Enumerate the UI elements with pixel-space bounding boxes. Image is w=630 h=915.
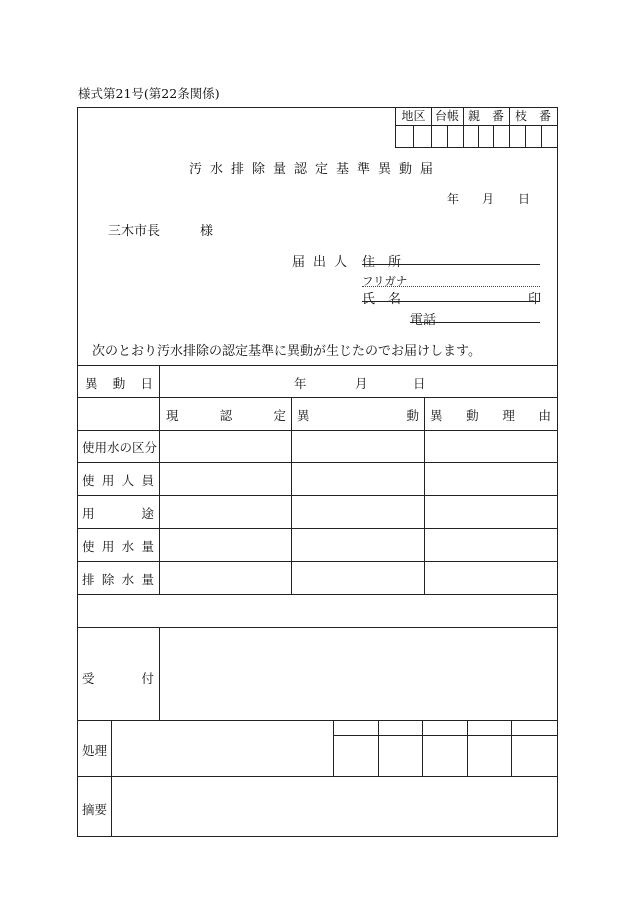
address-label: 住 所	[362, 255, 402, 270]
name-label: 氏 名	[362, 292, 402, 307]
date-year-label: 年	[447, 192, 460, 206]
change-date-month-label: 月	[355, 376, 368, 391]
column-header-current: 現 認 定	[166, 408, 286, 423]
form-caption: 様式第21号(第22条関係)	[78, 86, 220, 101]
address-field[interactable]	[362, 264, 540, 265]
row-label-water-usage: 使 用 水 量	[82, 539, 154, 554]
addressee-honorific: 様	[200, 224, 214, 239]
registry-header-ledger: 台帳	[434, 109, 459, 123]
change-date-label: 異 動 日	[85, 376, 153, 391]
seal-mark: 印	[528, 292, 542, 307]
furigana-label: フリガナ	[362, 274, 408, 288]
phone-field[interactable]	[410, 322, 540, 323]
summary-area[interactable]	[112, 777, 556, 836]
change-date-year-label: 年	[294, 376, 307, 391]
row-label-purpose: 用 途	[82, 506, 154, 521]
row-label-water-type: 使用水の区分	[82, 440, 158, 455]
addressee-name: 三木市長	[108, 224, 161, 239]
applicant-label: 届出人	[292, 255, 356, 270]
name-field[interactable]	[362, 301, 540, 302]
change-date-field[interactable]	[160, 366, 556, 397]
row-label-discharge: 排 除 水 量	[82, 572, 154, 587]
row-label-users: 使 用 人 員	[82, 473, 154, 488]
summary-label: 摘要	[82, 802, 108, 817]
form-title: 汚水排除量認定基準異動届	[188, 162, 441, 177]
change-date-day-label: 日	[413, 376, 426, 391]
column-header-change: 異 動	[297, 408, 419, 423]
registry-header-branch-number: 枝 番	[514, 109, 551, 123]
column-header-reason: 異 動 理 由	[430, 408, 551, 423]
processing-label: 処理	[82, 743, 108, 758]
reception-label: 受 付	[82, 671, 154, 686]
processing-area[interactable]	[112, 721, 332, 775]
reception-area[interactable]	[160, 628, 556, 719]
furigana-field[interactable]	[362, 286, 540, 287]
registry-grid	[395, 107, 557, 148]
phone-label: 電話	[410, 313, 437, 328]
date-month-label: 月	[482, 192, 495, 206]
date-day-label: 日	[518, 192, 531, 206]
registry-header-district: 地区	[401, 109, 426, 123]
notice-text: 次のとおり汚水排除の認定基準に異動が生じたのでお届けします。	[92, 344, 481, 359]
registry-header-parent-number: 親 番	[467, 109, 504, 123]
